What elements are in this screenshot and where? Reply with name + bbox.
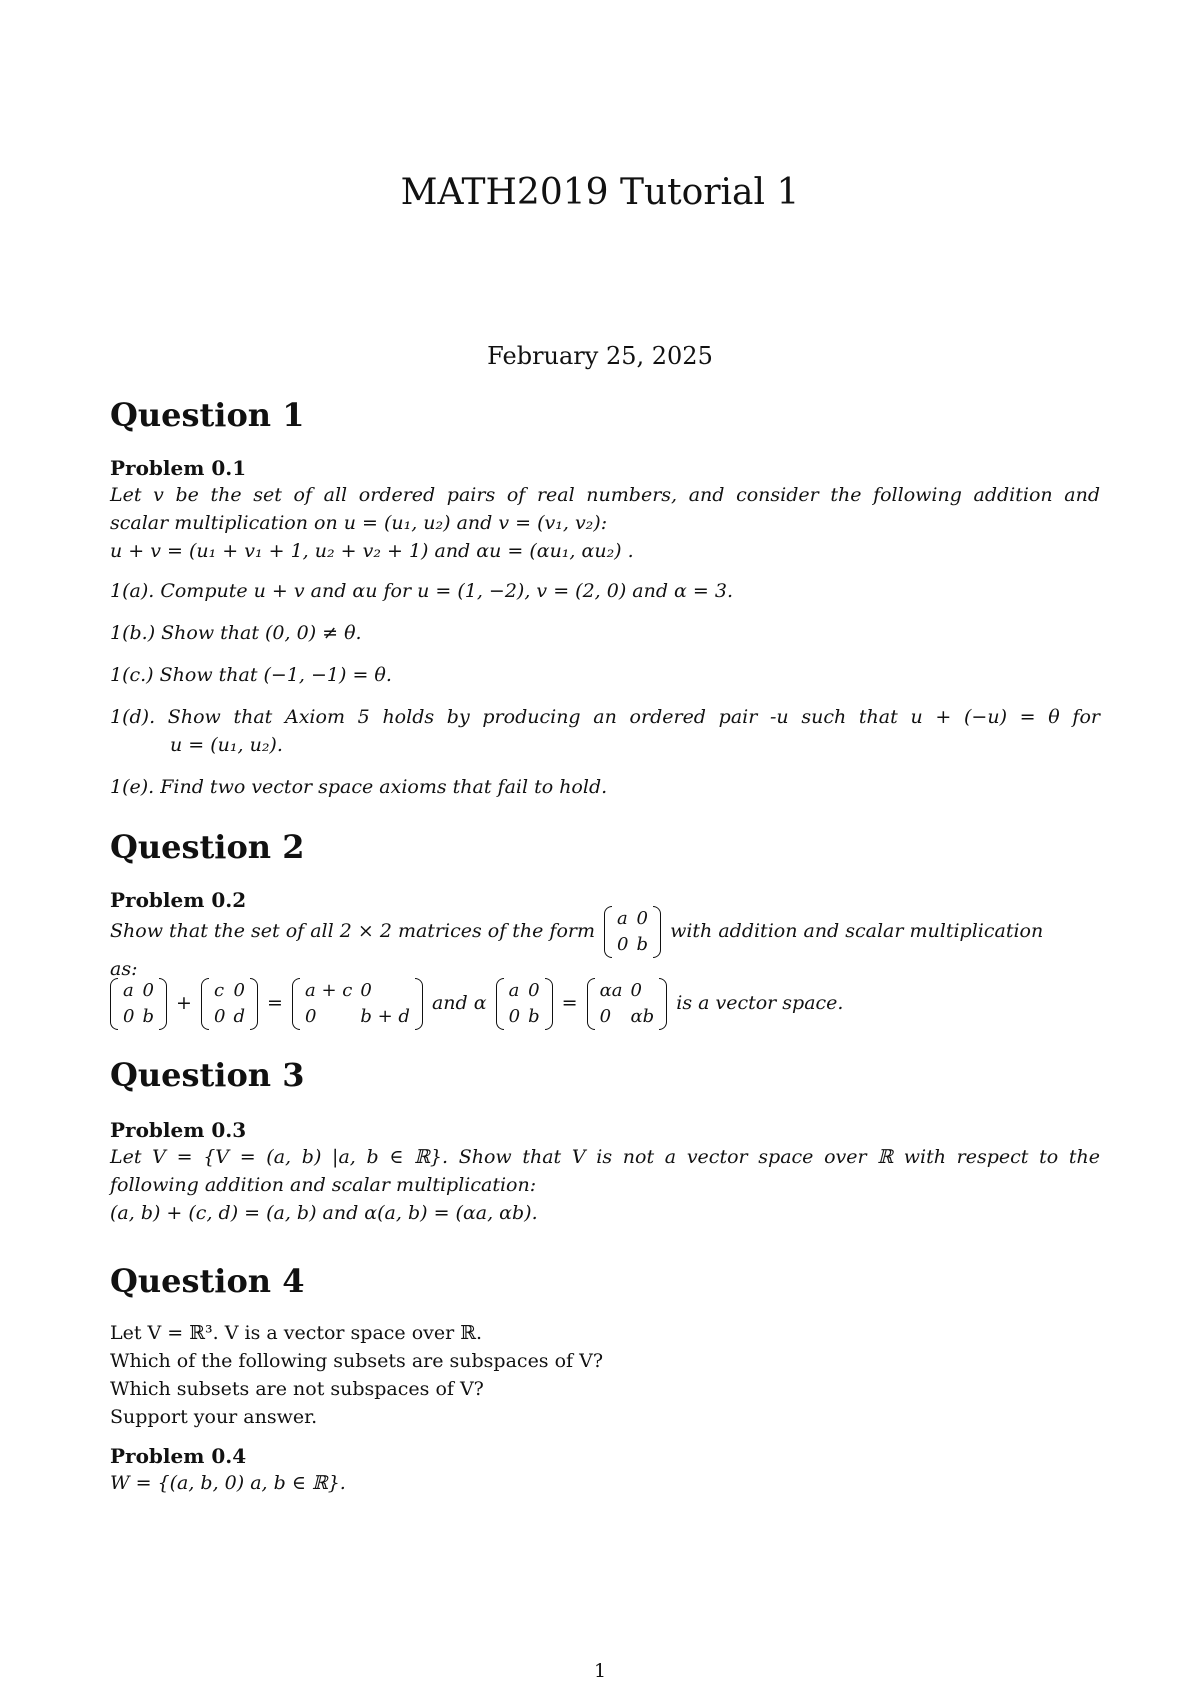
question-4-line-2: Which of the following subsets are subspaces of V? (110, 1350, 604, 1372)
problem-0-4-set-w: W = {(a, b, 0) a, b ∈ ℝ}. (110, 1472, 346, 1494)
question-4-line-1: Let V = ℝ³. V is a vector space over ℝ. (110, 1322, 483, 1344)
problem-0-1-line-2: scalar multiplication on u = (u₁, u₂) and v = (v₁, v₂): (110, 512, 608, 534)
item-1b: 1(b.) Show that (0, 0) ≠ θ. (110, 622, 362, 644)
problem-0-3-line-3: (a, b) + (c, d) = (a, b) and α(a, b) = (αa, αb). (110, 1202, 538, 1224)
item-1e: 1(e). Find two vector space axioms that fail to hold. (110, 776, 608, 798)
problem-0-2-text-2: with addition and scalar multiplication (670, 920, 1044, 942)
item-1d-line-2: u = (u₁, u₂). (170, 734, 283, 756)
item-1c: 1(c.) Show that (−1, −1) = θ. (110, 664, 392, 686)
problem-0-3-line-2: following addition and scalar multiplication: (110, 1174, 537, 1196)
problem-0-2-heading: Problem 0.2 (110, 888, 247, 912)
matrix-scalar: a 0 0 b (496, 978, 553, 1030)
problem-0-1-line-1: Let v be the set of all ordered pairs of real numbers, and consider the following addition and (110, 484, 1100, 506)
equals-sign: = (267, 992, 283, 1014)
question-1-heading: Question 1 (110, 396, 305, 434)
problem-0-2-text-1: Show that the set of all 2 × 2 matrices of the form (110, 920, 595, 942)
question-3-heading: Question 3 (110, 1056, 305, 1094)
problem-0-1-heading: Problem 0.1 (110, 456, 247, 480)
matrix-form: a 0 0 b (604, 906, 661, 958)
problem-0-2-equation (110, 978, 843, 1030)
equals-sign-2: = (561, 992, 578, 1014)
matrix-left: a 0 0 b (110, 978, 167, 1030)
item-1d-line-1: 1(d). Show that Axiom 5 holds by producing an ordered pair -u such that u + (−u) = θ for (110, 706, 1100, 728)
matrix-sum: a + c 0 0 b + d (292, 978, 423, 1030)
matrix-right: c 0 0 d (201, 978, 258, 1030)
item-1a: 1(a). Compute u + v and αu for u = (1, −2), v = (2, 0) and α = 3. (110, 580, 734, 602)
question-4-heading: Question 4 (110, 1262, 305, 1300)
problem-0-1-line-3: u + v = (u₁ + v₁ + 1, u₂ + v₂ + 1) and αu = (αu₁, αu₂) . (110, 540, 634, 562)
problem-0-2-line-1 (110, 906, 1100, 958)
question-4-line-4: Support your answer. (110, 1406, 318, 1428)
problem-0-2-line-2: as: (110, 958, 138, 980)
document-date: February 25, 2025 (487, 342, 713, 370)
page-number: 1 (593, 1660, 607, 1682)
document-title: MATH2019 Tutorial 1 (400, 172, 800, 213)
question-2-heading: Question 2 (110, 828, 305, 866)
problem-0-4-heading: Problem 0.4 (110, 1444, 247, 1468)
matrix-scalar-result: αa 0 0 αb (587, 978, 668, 1030)
and-alpha: and α (431, 992, 487, 1014)
plus-sign: + (176, 992, 192, 1014)
problem-0-3-line-1: Let V = {V = (a, b) |a, b ∈ ℝ}. Show that V is not a vector space over ℝ with respect to the (110, 1146, 1100, 1168)
problem-0-2-conclusion: is a vector space. (676, 992, 844, 1014)
problem-0-3-heading: Problem 0.3 (110, 1118, 247, 1142)
question-4-line-3: Which subsets are not subspaces of V? (110, 1378, 484, 1400)
